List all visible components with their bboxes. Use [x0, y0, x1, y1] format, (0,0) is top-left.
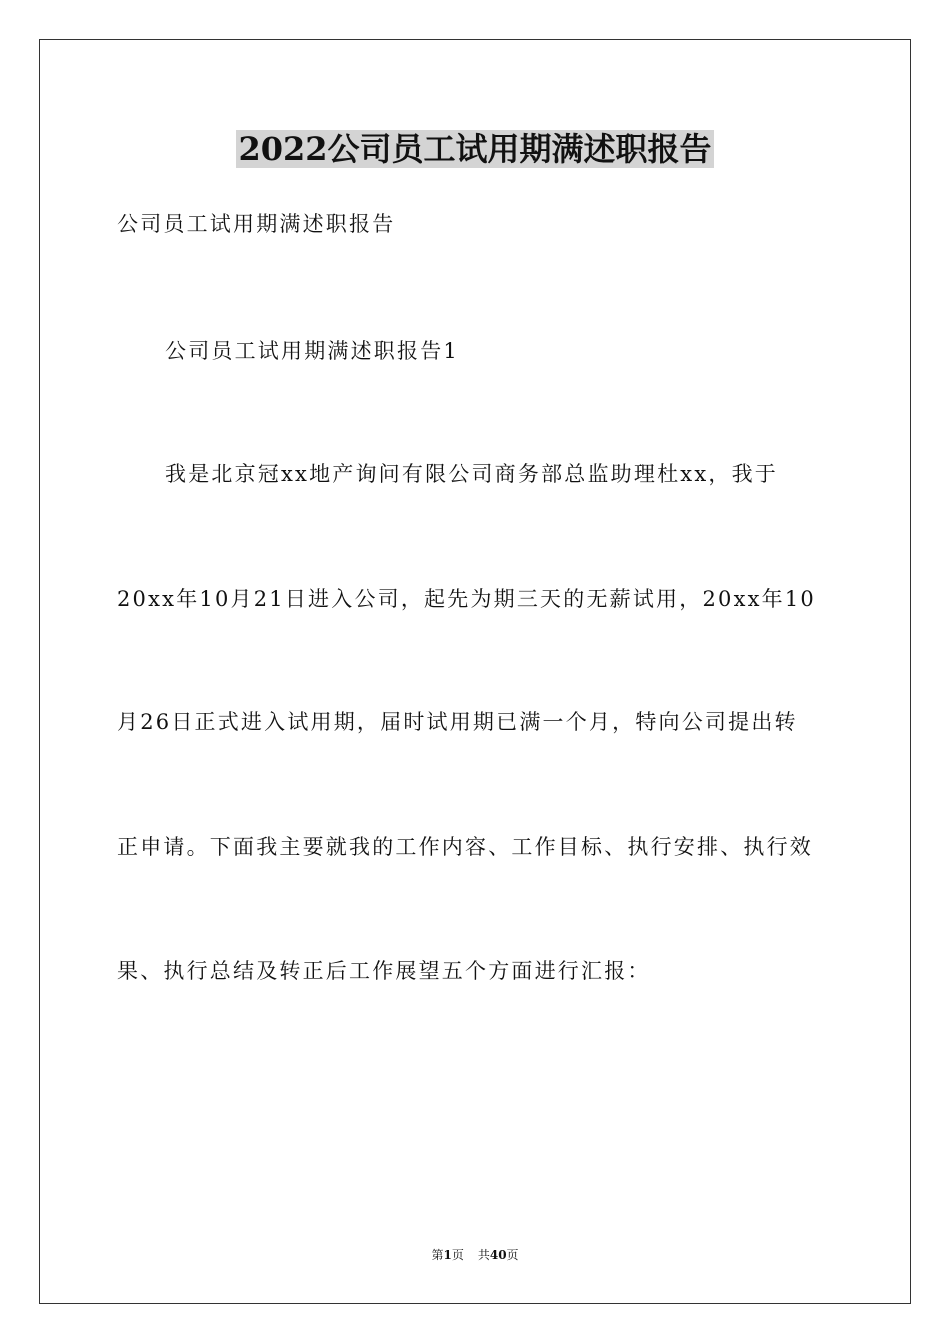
paragraph-line: 20xx年10月21日进入公司，起先为期三天的无薪试用，20xx年10	[117, 587, 816, 611]
total-label-prefix: 共	[477, 1248, 490, 1262]
section-heading: 公司员工试用期满述职报告1	[165, 339, 459, 363]
paragraph-line: 果、执行总结及转正后工作展望五个方面进行汇报：	[117, 959, 651, 983]
current-page-number: 1	[443, 1248, 452, 1262]
paragraph-line: 正申请。下面我主要就我的工作内容、工作目标、执行安排、执行效	[117, 835, 813, 859]
page-label-prefix: 第	[431, 1248, 444, 1262]
document-subtitle: 公司员工试用期满述职报告	[117, 212, 396, 236]
page-label-suffix: 页	[451, 1248, 464, 1262]
paragraph-line: 我是北京冠xx地产询问有限公司商务部总监助理杜xx，我于	[165, 462, 778, 486]
total-pages-number: 40	[489, 1248, 507, 1262]
total-label-suffix: 页	[506, 1248, 519, 1262]
paragraph-line: 月26日正式进入试用期，届时试用期已满一个月，特向公司提出转	[117, 710, 798, 734]
page-footer	[0, 1246, 950, 1264]
document-title	[0, 126, 950, 172]
document-title-text: 2022公司员工试用期满述职报告	[238, 130, 712, 168]
